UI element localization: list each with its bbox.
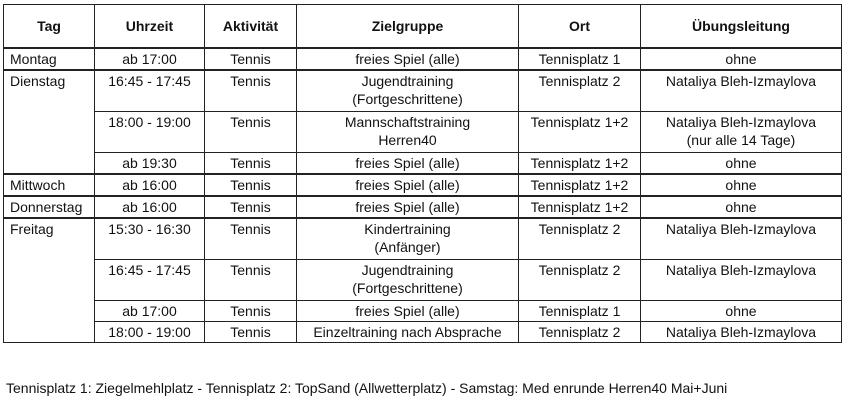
activity-cell: Tennis <box>205 174 297 196</box>
time-cell: 16:45 - 17:45 <box>95 260 205 301</box>
group-cell <box>297 112 519 153</box>
group-cell <box>297 218 519 260</box>
table-row <box>4 153 842 175</box>
group-cell <box>297 196 519 218</box>
trainer-cell <box>641 322 842 343</box>
place-cell: Tennisplatz 2 <box>519 70 641 112</box>
trainer-cell <box>641 260 842 301</box>
cell-line: freies Spiel (alle) <box>355 199 460 215</box>
cell-line: freies Spiel (alle) <box>355 303 460 319</box>
day-cell: Dienstag <box>4 70 95 174</box>
day-group <box>4 218 842 343</box>
cell-line: ohne <box>725 155 757 171</box>
cell-line: freies Spiel (alle) <box>355 51 460 67</box>
table-row <box>4 260 842 301</box>
place-cell: Tennisplatz 1 <box>519 301 641 322</box>
trainer-cell <box>641 218 842 260</box>
header-uhrzeit: Uhrzeit <box>95 5 205 49</box>
footer-note: Tennisplatz 1: Ziegelmehlplatz - Tennisplatz 2: TopSand (Allwetterplatz) - Samstag: Med enrunde Herren40 Mai+Juni <box>6 380 728 396</box>
place-cell: Tennisplatz 1+2 <box>519 196 641 218</box>
activity-cell: Tennis <box>205 301 297 322</box>
group-cell <box>297 322 519 343</box>
place-cell: Tennisplatz 2 <box>519 260 641 301</box>
trainer-cell <box>641 301 842 322</box>
cell-line: Jugendtraining <box>361 73 454 89</box>
table-row <box>4 70 842 112</box>
activity-cell: Tennis <box>205 70 297 112</box>
day-cell: Mittwoch <box>4 174 95 196</box>
header-zielgruppe: Zielgruppe <box>297 5 519 49</box>
activity-cell: Tennis <box>205 48 297 70</box>
activity-cell: Tennis <box>205 218 297 260</box>
header-tag: Tag <box>4 5 95 49</box>
time-cell: ab 17:00 <box>95 301 205 322</box>
cell-line: freies Spiel (alle) <box>355 155 460 171</box>
day-cell: Montag <box>4 48 95 70</box>
place-cell: Tennisplatz 2 <box>519 322 641 343</box>
trainer-cell <box>641 174 842 196</box>
header-uebungsleitung: Übungsleitung <box>641 5 842 49</box>
cell-line: freies Spiel (alle) <box>355 177 460 193</box>
cell-line: Herren40 <box>378 132 437 148</box>
cell-line: Nataliya Bleh-Izmaylova <box>665 73 817 89</box>
cell-line: ohne <box>725 303 757 319</box>
time-cell: 18:00 - 19:00 <box>95 112 205 153</box>
table-row <box>4 48 842 70</box>
place-cell: Tennisplatz 1 <box>519 48 641 70</box>
header-aktivitaet: Aktivität <box>205 5 297 49</box>
day-group <box>4 174 842 196</box>
cell-line: (Fortgeschrittene) <box>352 91 463 107</box>
cell-line: Jugendtraining <box>361 262 454 278</box>
activity-cell: Tennis <box>205 196 297 218</box>
day-group <box>4 48 842 70</box>
table-row <box>4 174 842 196</box>
time-cell: ab 17:00 <box>95 48 205 70</box>
cell-line: Einzeltraining nach Absprache <box>313 324 502 340</box>
cell-line: (Fortgeschrittene) <box>352 280 463 296</box>
header-row <box>4 5 842 49</box>
cell-line: (nur alle 14 Tage) <box>686 132 796 148</box>
table-row <box>4 218 842 260</box>
group-cell <box>297 301 519 322</box>
day-group <box>4 70 842 174</box>
day-cell: Freitag <box>4 218 95 343</box>
day-group <box>4 196 842 218</box>
time-cell: 18:00 - 19:00 <box>95 322 205 343</box>
trainer-cell <box>641 196 842 218</box>
time-cell: 15:30 - 16:30 <box>95 218 205 260</box>
trainer-cell <box>641 70 842 112</box>
cell-line: Kindertraining <box>364 221 451 237</box>
time-cell: ab 16:00 <box>95 196 205 218</box>
activity-cell: Tennis <box>205 260 297 301</box>
schedule-table <box>3 4 842 343</box>
group-cell <box>297 153 519 175</box>
cell-line: ohne <box>725 199 757 215</box>
trainer-cell <box>641 153 842 175</box>
time-cell: ab 16:00 <box>95 174 205 196</box>
table-row <box>4 322 842 343</box>
time-cell: ab 19:30 <box>95 153 205 175</box>
cell-line: Nataliya Bleh-Izmaylova <box>665 262 817 278</box>
cell-line: ohne <box>725 51 757 67</box>
place-cell: Tennisplatz 2 <box>519 218 641 260</box>
place-cell: Tennisplatz 1+2 <box>519 112 641 153</box>
cell-line: Mannschaftstraining <box>344 114 471 130</box>
cell-line: Nataliya Bleh-Izmaylova <box>665 324 817 340</box>
cell-line: ohne <box>725 177 757 193</box>
activity-cell: Tennis <box>205 322 297 343</box>
activity-cell: Tennis <box>205 153 297 175</box>
table-row <box>4 112 842 153</box>
group-cell <box>297 174 519 196</box>
group-cell <box>297 260 519 301</box>
table-row <box>4 196 842 218</box>
place-cell: Tennisplatz 1+2 <box>519 153 641 175</box>
trainer-cell <box>641 48 842 70</box>
activity-cell: Tennis <box>205 112 297 153</box>
header-ort: Ort <box>519 5 641 49</box>
cell-line: Nataliya Bleh-Izmaylova <box>665 114 817 130</box>
trainer-cell <box>641 112 842 153</box>
time-cell: 16:45 - 17:45 <box>95 70 205 112</box>
cell-line: Nataliya Bleh-Izmaylova <box>665 221 817 237</box>
group-cell <box>297 48 519 70</box>
day-cell: Donnerstag <box>4 196 95 218</box>
table-row <box>4 301 842 322</box>
place-cell: Tennisplatz 1+2 <box>519 174 641 196</box>
cell-line: (Anfänger) <box>374 239 441 255</box>
group-cell <box>297 70 519 112</box>
